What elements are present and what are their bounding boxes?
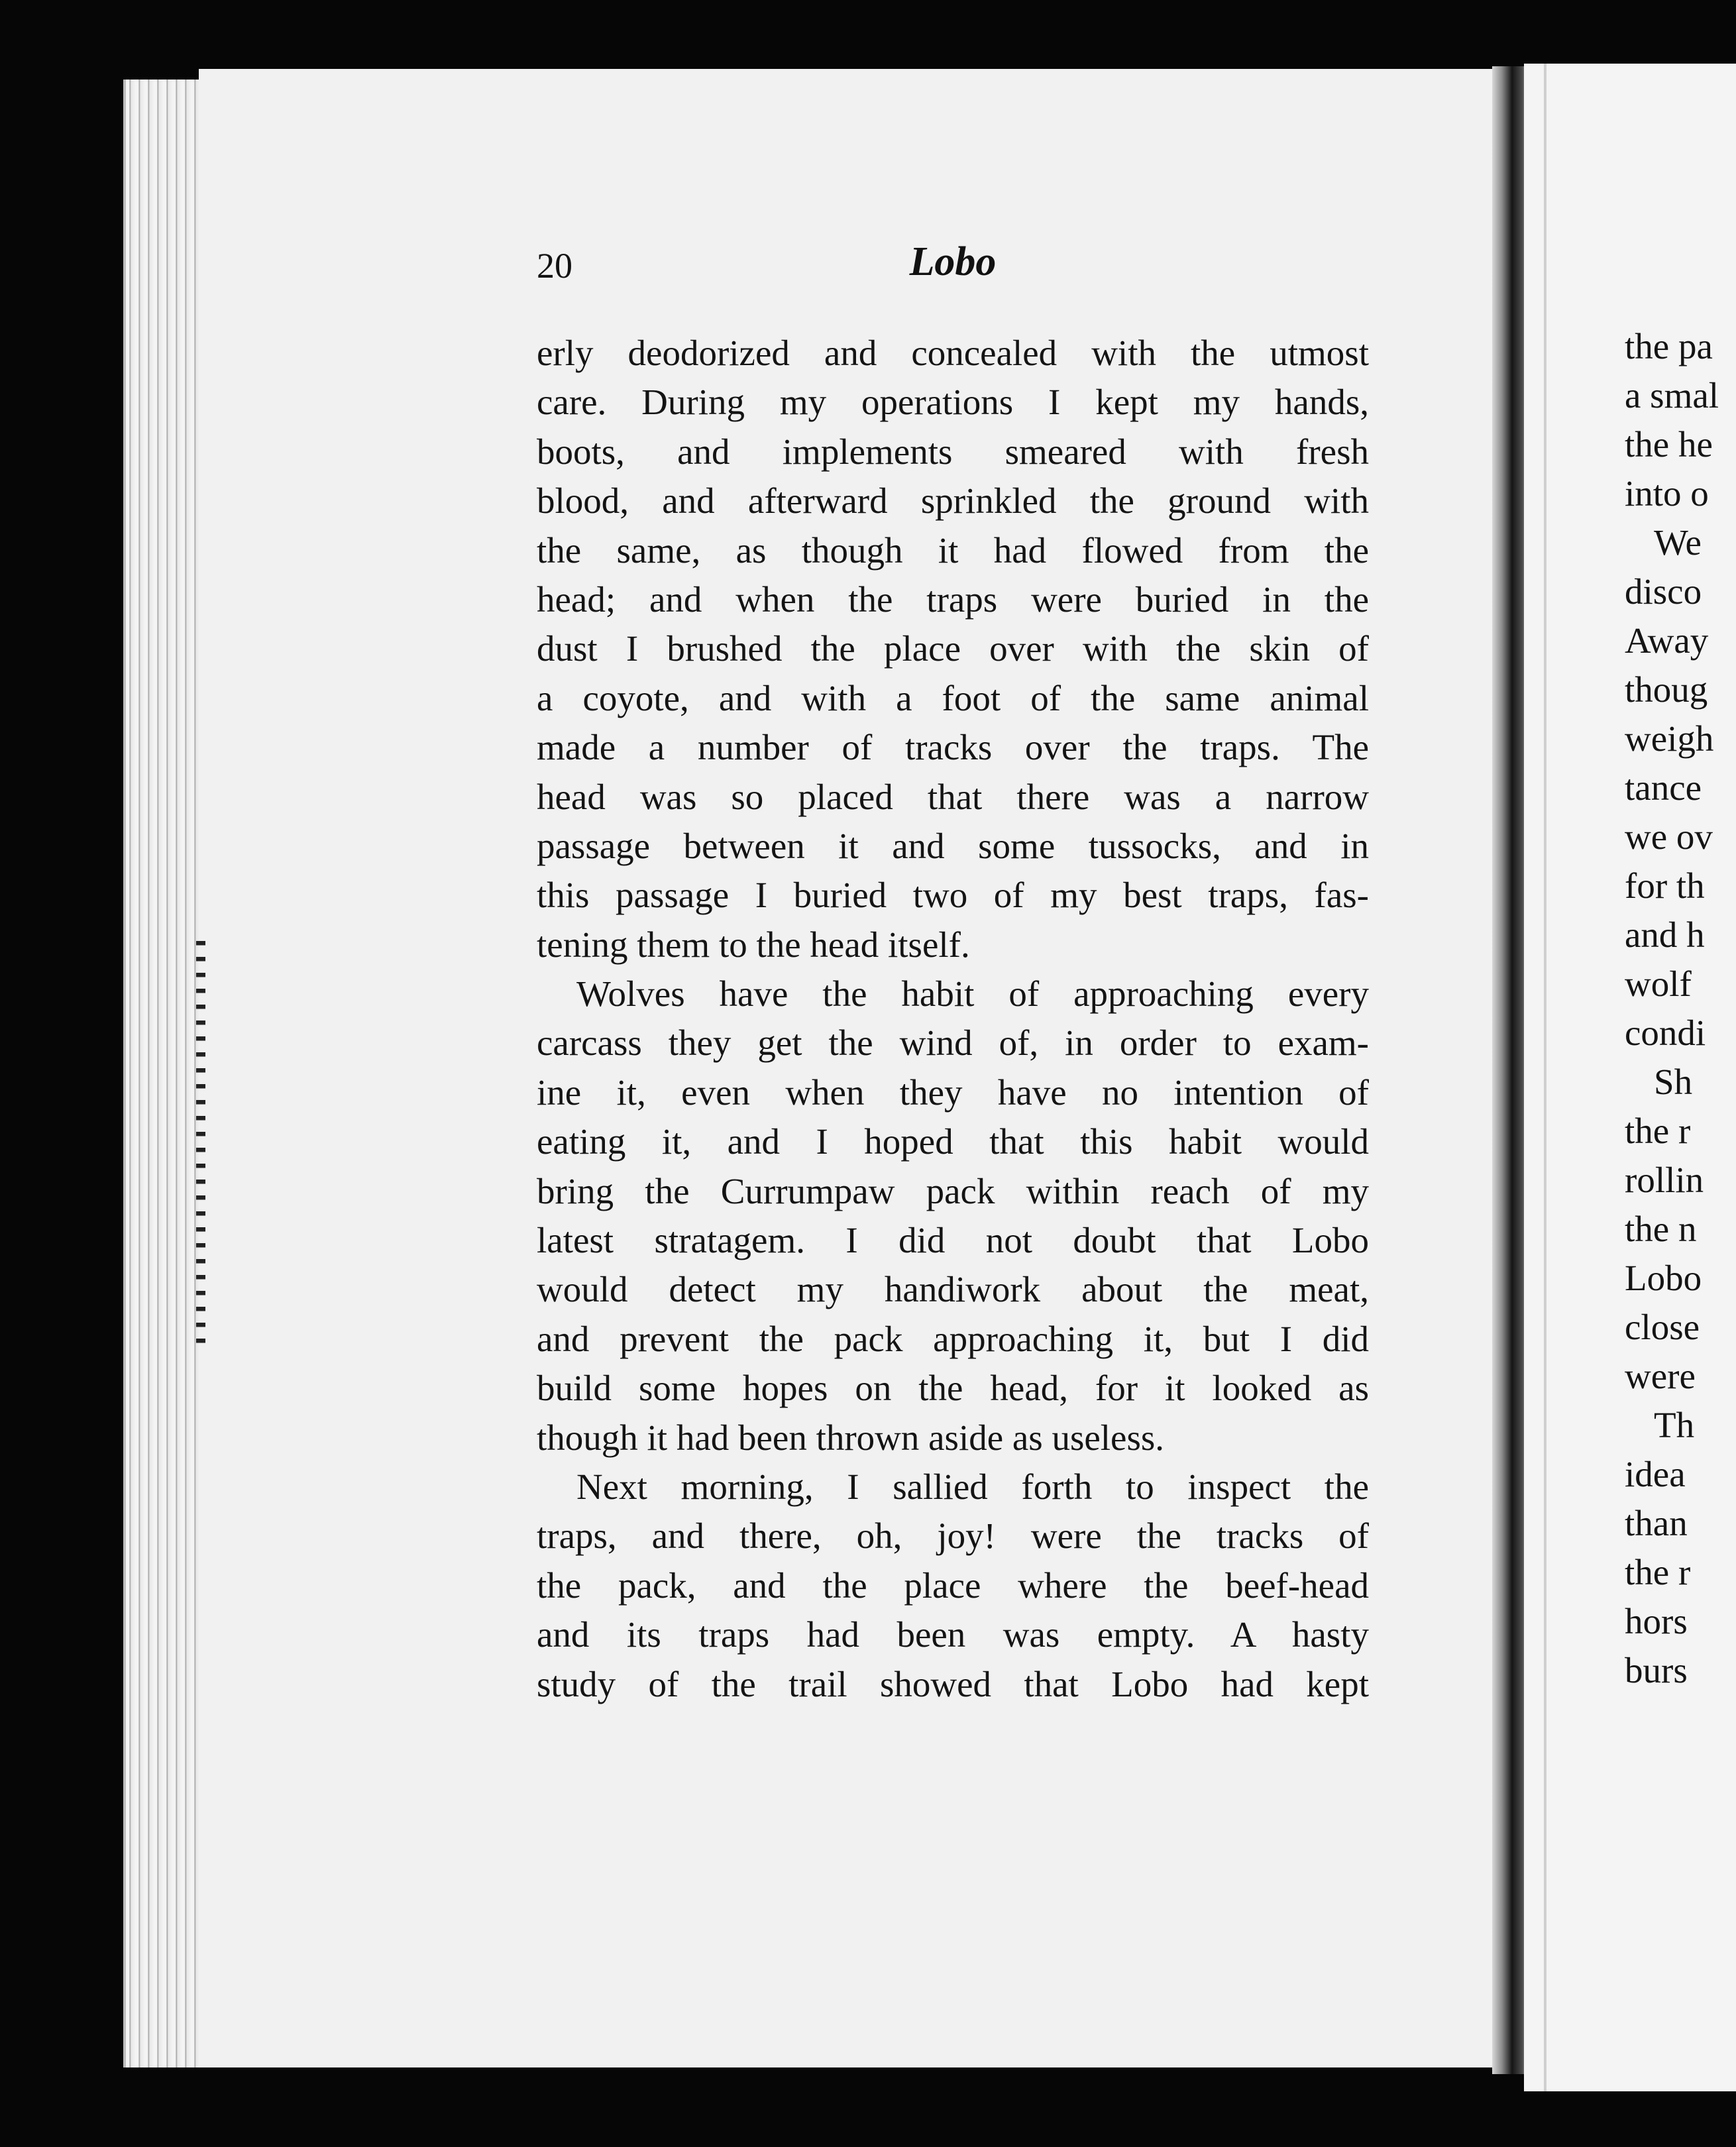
running-title: Lobo bbox=[909, 239, 997, 284]
right-text-fragment: wolf bbox=[1625, 963, 1692, 1004]
running-head bbox=[537, 239, 1369, 298]
text-line: head was so placed that there was a narrow bbox=[537, 776, 1369, 817]
right-text-fragment: thoug bbox=[1625, 669, 1708, 710]
text-line: care. During my operations I kept my hands, bbox=[537, 382, 1369, 423]
right-text-fragment: Lobo bbox=[1625, 1258, 1702, 1298]
text-line: build some hopes on the head, for it looked as bbox=[537, 1368, 1369, 1409]
text-line: Next morning, I sallied forth to inspect the bbox=[576, 1466, 1369, 1507]
text-line: eating it, and I hoped that this habit would bbox=[537, 1121, 1369, 1162]
text-line: traps, and there, oh, joy! were the tracks of bbox=[537, 1515, 1369, 1557]
text-line: carcass they get the wind of, in order to exam- bbox=[537, 1022, 1369, 1064]
page-number: 20 bbox=[537, 246, 572, 286]
right-text-fragment: rollin bbox=[1625, 1160, 1704, 1200]
right-page-edge bbox=[1544, 64, 1546, 2091]
right-text-fragment: weigh bbox=[1625, 718, 1714, 759]
text-line: a coyote, and with a foot of the same animal bbox=[537, 677, 1369, 718]
text-line: the same, as though it had flowed from the bbox=[537, 529, 1369, 571]
right-text-fragment: the r bbox=[1625, 1111, 1691, 1151]
text-line: the pack, and the place where the beef-head bbox=[537, 1565, 1369, 1606]
right-text-fragment: for th bbox=[1625, 865, 1705, 906]
right-text-fragment: hors bbox=[1625, 1601, 1688, 1641]
text-line: bring the Currumpaw pack within reach of my bbox=[537, 1170, 1369, 1211]
right-text-fragment: the r bbox=[1625, 1552, 1691, 1592]
right-text-fragment: burs bbox=[1625, 1650, 1688, 1690]
page-block-edges bbox=[123, 80, 205, 2067]
right-text-fragment: into o bbox=[1625, 473, 1709, 514]
right-text-fragment: Away bbox=[1625, 620, 1709, 661]
text-line: and prevent the pack approaching it, but I did bbox=[537, 1318, 1369, 1359]
text-line: passage between it and some tussocks, and in bbox=[537, 825, 1369, 866]
text-line: ine it, even when they have no intention of bbox=[537, 1072, 1369, 1113]
right-text-fragment: than bbox=[1625, 1503, 1688, 1543]
right-text-fragment: the he bbox=[1625, 424, 1713, 465]
right-page-text-fragments bbox=[1625, 322, 1736, 1695]
right-text-fragment: were bbox=[1625, 1356, 1696, 1396]
right-text-fragment: idea bbox=[1625, 1454, 1686, 1494]
text-line: Wolves have the habit of approaching every bbox=[576, 973, 1369, 1015]
right-text-fragment: We bbox=[1654, 522, 1702, 563]
right-text-fragment: condi bbox=[1625, 1013, 1706, 1053]
right-text-fragment: and h bbox=[1625, 914, 1705, 955]
text-line: erly deodorized and concealed with the utmost bbox=[537, 333, 1369, 373]
text-line: latest stratagem. I did not doubt that Lobo bbox=[537, 1220, 1369, 1261]
right-text-fragment: a smal bbox=[1625, 375, 1719, 415]
text-line: boots, and implements smeared with fresh bbox=[537, 431, 1369, 472]
text-line: blood, and afterward sprinkled the ground with bbox=[537, 480, 1369, 522]
text-line: this passage I buried two of my best traps, fas- bbox=[537, 875, 1369, 916]
text-line: tening them to the head itself. bbox=[537, 924, 970, 965]
right-text-fragment: the pa bbox=[1625, 326, 1713, 366]
right-text-fragment: the n bbox=[1625, 1209, 1697, 1249]
right-text-fragment: Th bbox=[1654, 1405, 1695, 1445]
text-line: would detect my handiwork about the meat, bbox=[537, 1269, 1369, 1310]
text-line: dust I brushed the place over with the skin of bbox=[537, 628, 1369, 669]
right-text-fragment: Sh bbox=[1654, 1062, 1693, 1102]
text-line: head; and when the traps were buried in the bbox=[537, 578, 1369, 620]
right-text-fragment: we ov bbox=[1625, 816, 1713, 857]
text-line: study of the trail showed that Lobo had kept bbox=[537, 1663, 1369, 1704]
text-line: though it had been thrown aside as useless. bbox=[537, 1417, 1165, 1458]
right-text-fragment: close bbox=[1625, 1307, 1700, 1347]
right-text-fragment: disco bbox=[1625, 571, 1702, 612]
right-text-fragment: tance bbox=[1625, 767, 1702, 808]
text-line: and its traps had been was empty. A hasty bbox=[537, 1614, 1369, 1655]
text-line: made a number of tracks over the traps. The bbox=[537, 727, 1369, 768]
binding-stitch-marks bbox=[196, 941, 205, 1352]
body-text bbox=[537, 329, 1369, 1709]
